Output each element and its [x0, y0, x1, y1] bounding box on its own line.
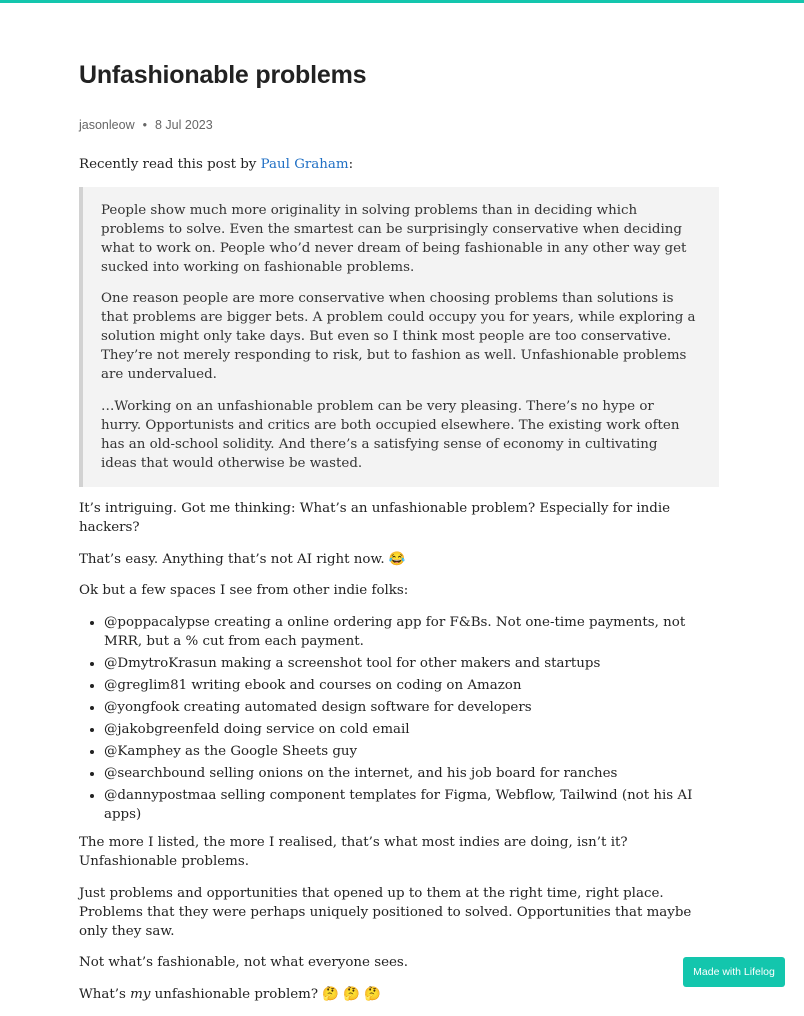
quote-paragraph: …Working on an unfashionable problem can be very pleasing. There’s no hype or hurry. Opportunists and critics are both occupied elsewhere. The existing work often has an old-school solidity. And there’s a satisfying sense of economy in cultivating ideas that would otherwise be wasted. [101, 398, 680, 471]
final-text-end: unfashionable problem? 🤔 🤔 🤔 [150, 986, 381, 1002]
indie-list [79, 613, 719, 824]
paragraph: The more I listed, the more I realised, that’s what most indies are doing, isn’t it? Unfashionable problems. [79, 835, 628, 869]
final-paragraph [79, 985, 719, 1004]
list-item: • @yongfook creating automated design software for developers [104, 698, 719, 717]
list-item: • @DmytroKrasun making a screenshot tool for other makers and startups [104, 654, 719, 673]
author-name[interactable]: jasonleow [79, 118, 135, 132]
post-title: Unfashionable problems [79, 61, 367, 89]
list-item: • @poppacalypse creating a online ordering app for F&Bs. Not one-time payments, not MRR, but a % cut from each payment. [104, 613, 719, 651]
post-meta [79, 118, 213, 132]
emphasis-my: my [130, 986, 151, 1002]
post-body [79, 155, 719, 1016]
list-item: • @dannypostmaa selling component templates for Figma, Webflow, Tailwind (not his AI apps) [104, 786, 719, 824]
paragraph: Just problems and opportunities that opened up to them at the right time, right place. Problems that they were perhaps uniquely positioned to solved. Opportunities that maybe only they saw. [79, 885, 692, 939]
paragraph: It’s intriguing. Got me thinking: What’s an unfashionable problem? Especially for indie hackers? [79, 501, 671, 535]
list-item: • @greglim81 writing ebook and courses on coding on Amazon [104, 676, 719, 695]
list-item: • @jakobgreenfeld doing service on cold email [104, 720, 719, 739]
paragraph: That’s easy. Anything that’s not AI right now. 😂 [79, 551, 406, 567]
quote-paragraph: One reason people are more conservative when choosing problems than solutions is that problems are bigger bets. A problem could occupy you for years, while exploring a solution might only take days. But even so I think most people are too conservative. They’re not merely responding to risk, but to fashion as well. Unfashionable problems are undervalued. [101, 291, 696, 382]
post-date: 8 Jul 2023 [154, 118, 213, 132]
paul-graham-link[interactable]: Paul Graham [260, 157, 349, 172]
paragraph: Ok but a few spaces I see from other indie folks: [79, 583, 409, 598]
intro-text: Recently read this post by [79, 157, 261, 172]
quote-paragraph: People show much more originality in solving problems than in deciding which problems to solve. Even the smartest can be surprisingly conservative when deciding what to work on. People who’d never dream of being fashionable in any other way get sucked into working on fashionable problems. [101, 202, 687, 275]
intro-colon: : [348, 157, 354, 172]
final-text: What’s [79, 986, 131, 1002]
list-item: • @Kamphey as the Google Sheets guy [104, 742, 719, 761]
quote-block [79, 187, 719, 487]
meta-separator: • [142, 118, 147, 132]
made-with-lifelog-button[interactable]: Made with Lifelog [683, 957, 785, 987]
list-item: • @searchbound selling onions on the internet, and his job board for ranches [104, 764, 719, 783]
intro-paragraph [79, 155, 719, 174]
paragraph: Not what’s fashionable, not what everyone sees. [79, 955, 409, 970]
